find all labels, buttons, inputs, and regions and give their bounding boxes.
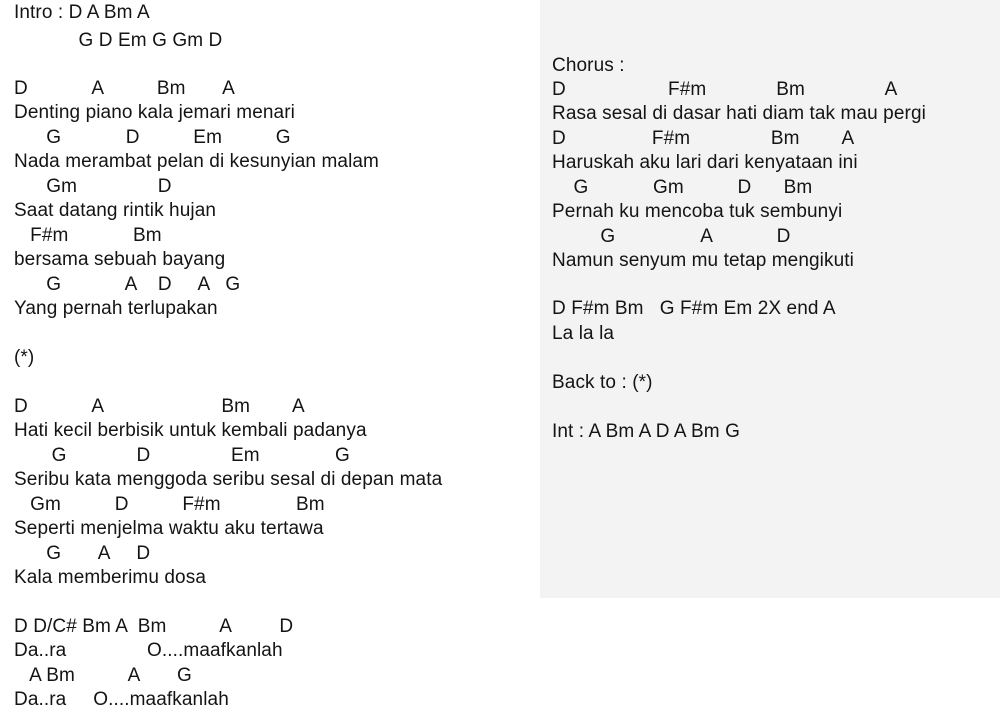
ending-lyric: La la la xyxy=(552,323,615,344)
verse2-lyric-line-3: Seperti menjelma waktu aku tertawa xyxy=(14,518,324,539)
verse1-chord-line-3: Gm D xyxy=(14,176,172,197)
intro-chords: Intro : D A Bm A xyxy=(14,2,150,23)
verse2-chord-line-1: D A Bm A xyxy=(14,396,305,417)
chorus-lyric-line-2: Haruskah aku lari dari kenyataan ini xyxy=(552,152,858,173)
intro-chords-line-2: G D Em G Gm D xyxy=(14,30,223,51)
chorus-chord-line-3: G Gm D Bm xyxy=(552,177,813,198)
verse2-lyric-line-2: Seribu kata menggoda seribu sesal di depan mata xyxy=(14,469,443,490)
right-column xyxy=(540,0,1000,598)
verse2-chord-line-2: G D Em G xyxy=(14,445,350,466)
verse1-lyric-line-4: bersama sebuah bayang xyxy=(14,249,226,270)
chorus-label: Chorus : xyxy=(552,55,625,76)
ending-chords: D F#m Bm G F#m Em 2X end A xyxy=(552,298,836,319)
verse1-chord-line-5: G A D A G xyxy=(14,274,241,295)
verse2-chord-line-4: G A D xyxy=(14,543,151,564)
bridge-chord-line-2: A Bm A G xyxy=(14,665,192,686)
verse1-chord-line-4: F#m Bm xyxy=(14,225,162,246)
verse1-lyric-line-5: Yang pernah terlupakan xyxy=(14,298,218,319)
bridge-chord-line-1: D D/C# Bm A Bm A D xyxy=(14,616,294,637)
outro-chords: Int : A Bm A D A Bm G xyxy=(552,421,740,442)
bridge-lyric-line-1: Da..ra O....maafkanlah xyxy=(14,640,283,661)
verse2-lyric-line-1: Hati kecil berbisik untuk kembali padanya xyxy=(14,420,367,441)
verse1-chord-line-1: D A Bm A xyxy=(14,78,235,99)
verse1-lyric-line-2: Nada merambat pelan di kesunyian malam xyxy=(14,151,379,172)
chorus-lyric-line-4: Namun senyum mu tetap mengikuti xyxy=(552,250,854,271)
chorus-chord-line-2: D F#m Bm A xyxy=(552,128,855,149)
verse2-chord-line-3: Gm D F#m Bm xyxy=(14,494,325,515)
verse1-lyric-line-3: Saat datang rintik hujan xyxy=(14,200,217,221)
chorus-chord-line-1: D F#m Bm A xyxy=(552,79,898,100)
verse2-lyric-line-4: Kala memberimu dosa xyxy=(14,567,206,588)
chorus-lyric-line-3: Pernah ku mencoba tuk sembunyi xyxy=(552,201,843,222)
back-to-reprise: Back to : (*) xyxy=(552,372,653,393)
verse1-chord-line-2: G D Em G xyxy=(14,127,291,148)
chorus-lyric-line-1: Rasa sesal di dasar hati diam tak mau pergi xyxy=(552,103,926,124)
verse1-lyric-line-1: Denting piano kala jemari menari xyxy=(14,102,295,123)
chorus-chord-line-4: G A D xyxy=(552,226,791,247)
bridge-lyric-line-2: Da..ra O....maafkanlah xyxy=(14,689,229,710)
reprise-marker: (*) xyxy=(14,347,35,368)
